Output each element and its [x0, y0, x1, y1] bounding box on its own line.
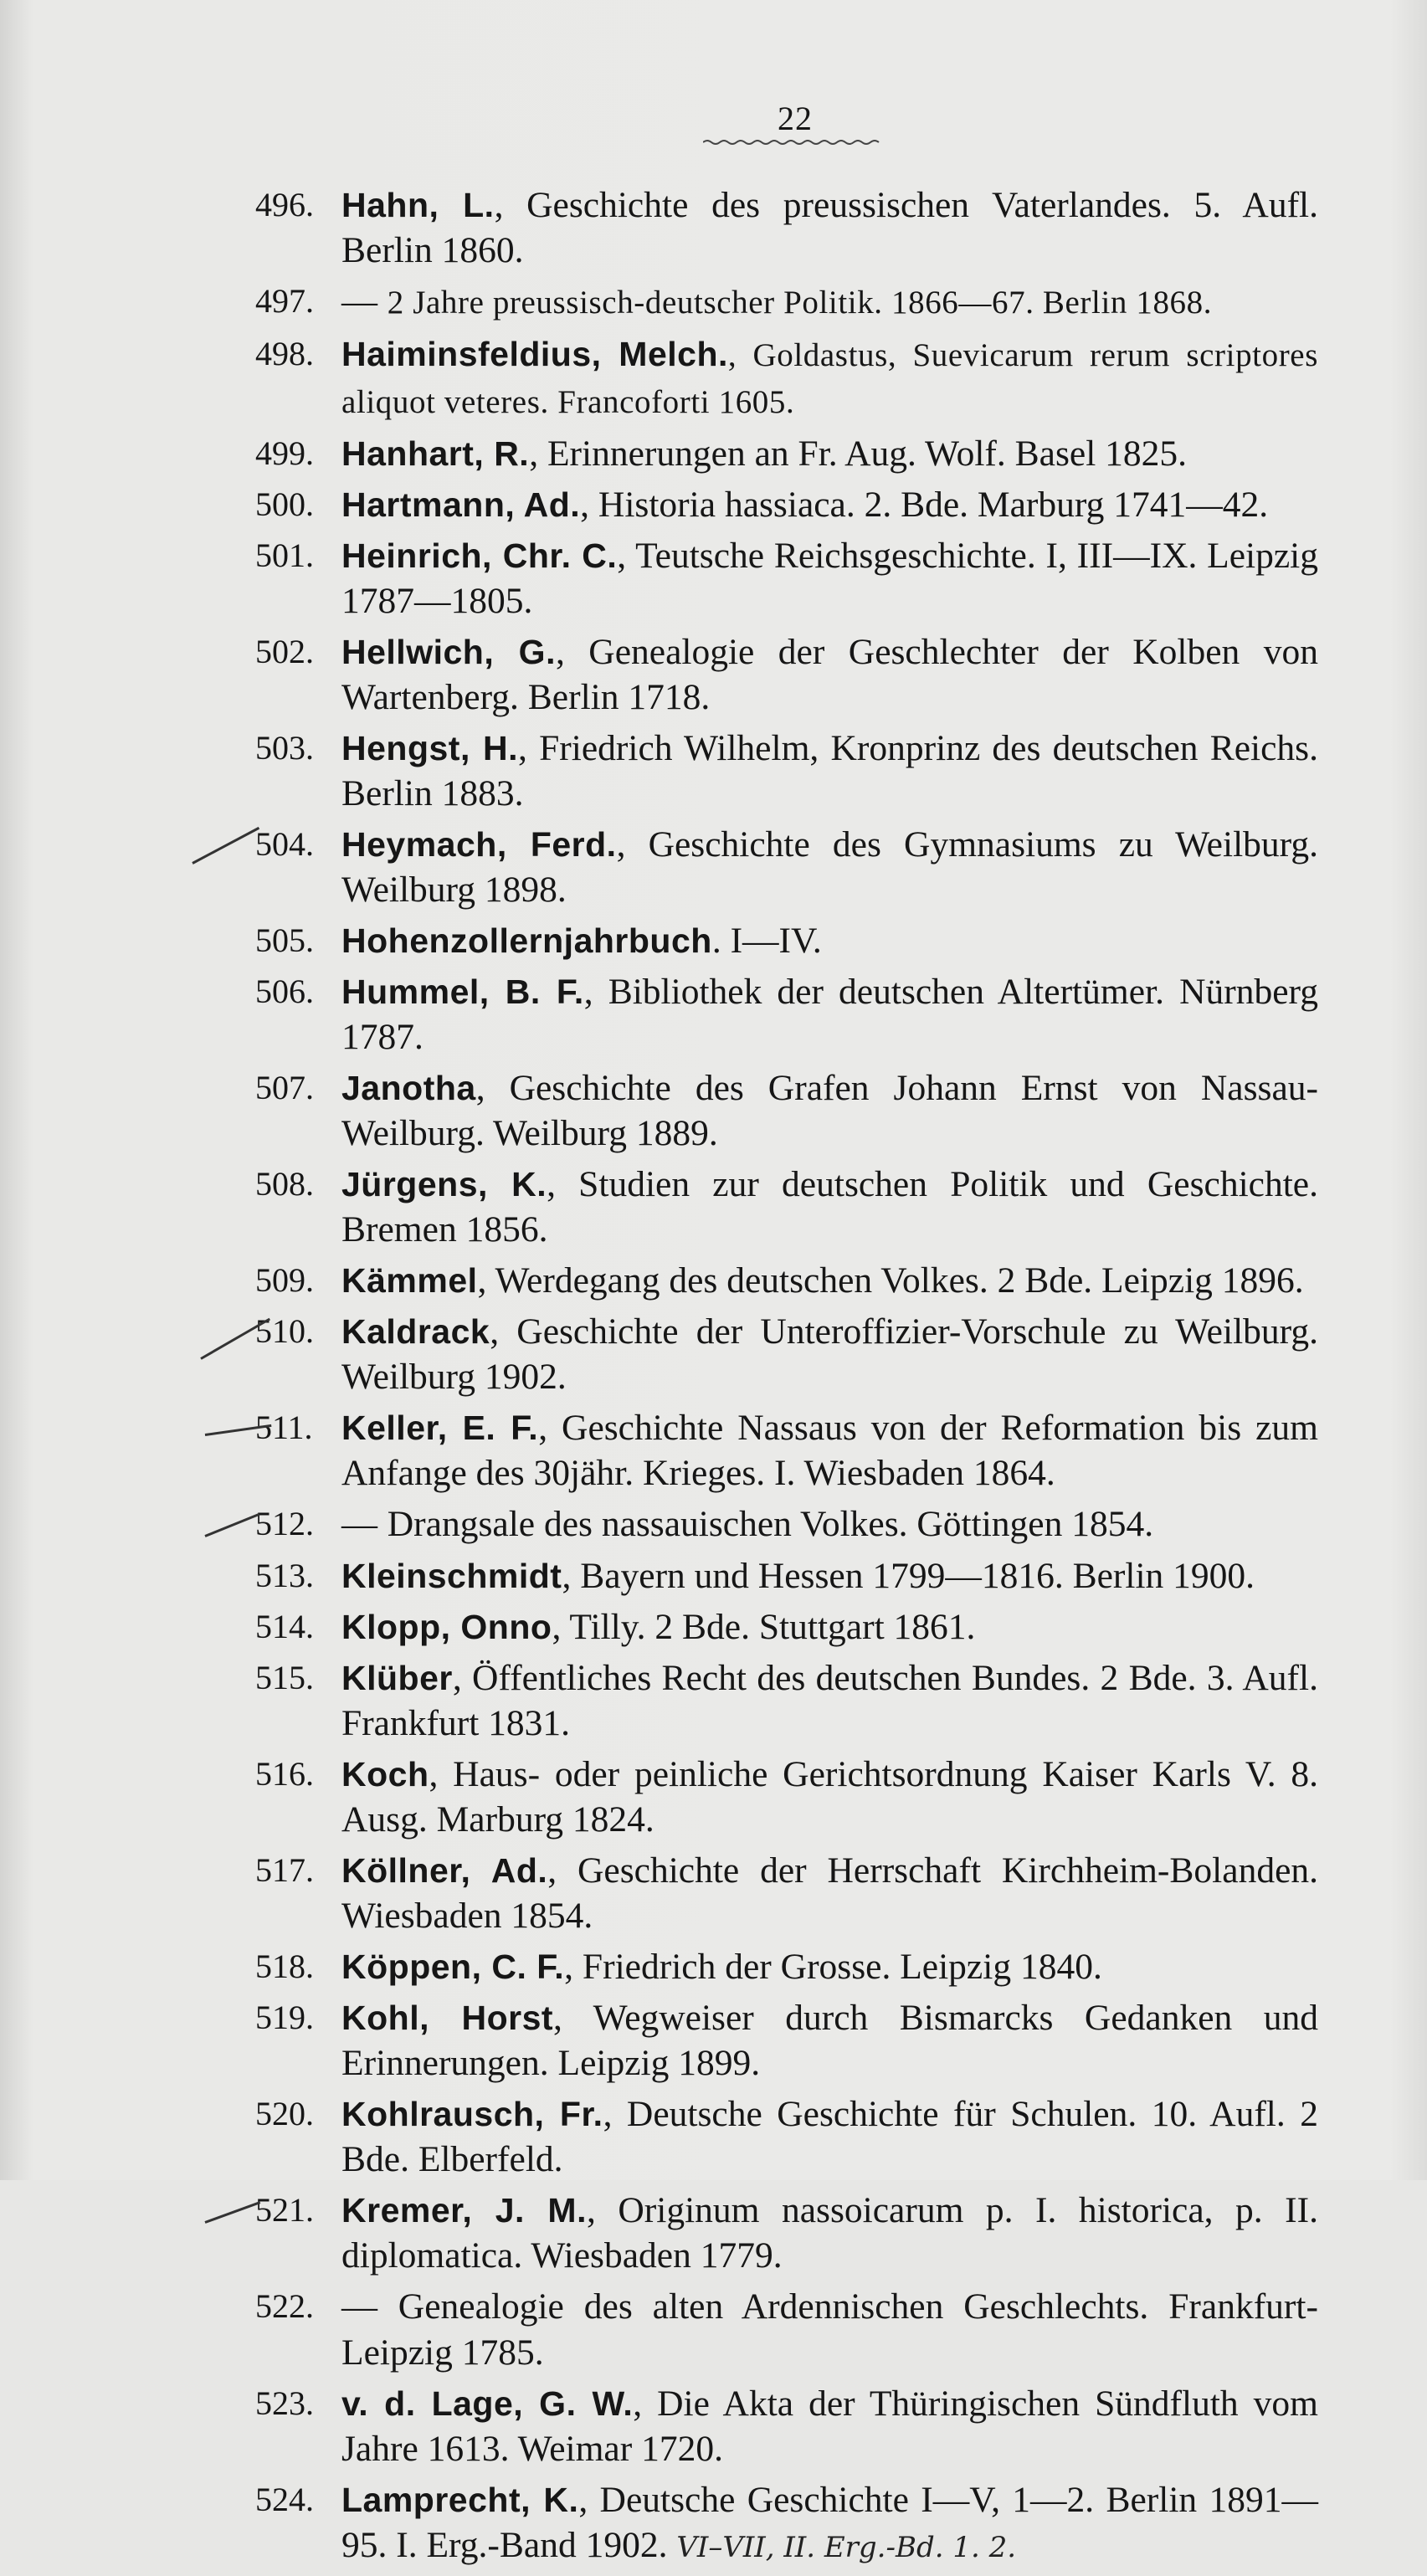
entry-517: [0, 1848, 1427, 1938]
entry-513: [0, 1553, 1427, 1598]
entry-author: Köppen, C. F.: [341, 1947, 565, 1986]
entry-number: 511.: [255, 1409, 313, 1446]
entry-523: [0, 2381, 1427, 2471]
entry-520: [0, 2091, 1427, 2182]
entry-details: , Originum nassoicarum p. I. historica, p. II. diplomatica. Wiesbaden 1779.: [341, 2190, 1318, 2276]
entry-number: 512.: [255, 1505, 314, 1542]
handwritten-note: VI–VII, II. Erg.-Bd. 1. 2.: [676, 2531, 1017, 2564]
entry-author: —: [341, 2287, 398, 2327]
entry-497: [0, 279, 1427, 326]
entry-519: [0, 1995, 1427, 2086]
entry-number: 500.: [255, 485, 314, 523]
entry-author: Keller, E. F.: [341, 1409, 539, 1447]
entry-518: [0, 1944, 1427, 1989]
page-number: 22: [778, 100, 813, 137]
entry-details: , Erinnerungen an Fr. Aug. Wolf. Basel 1825.: [529, 434, 1188, 474]
entry-author: Kohlrausch, Fr.: [341, 2095, 603, 2133]
entry-number: 504.: [255, 825, 314, 863]
pencil-tick-mark: [192, 827, 259, 865]
page-number-flourish: [703, 139, 880, 146]
entry-author: Heinrich, Chr. C.: [341, 536, 618, 575]
entry-details: , Tilly. 2 Bde. Stuttgart 1861.: [552, 1607, 976, 1647]
entry-author: Kremer, J. M.: [341, 2191, 587, 2230]
entry-author: Kämmel: [341, 1261, 478, 1300]
entry-number: 502.: [255, 633, 314, 670]
entry-author: Jürgens, K.: [341, 1165, 547, 1203]
entry-author: Janotha: [341, 1069, 476, 1107]
entry-details: , Geschichte der Herrschaft Kirchheim-Bolanden. Wiesbaden 1854.: [341, 1850, 1318, 1936]
entry-number: 501.: [255, 536, 314, 574]
entry-author: Hengst, H.: [341, 729, 519, 767]
entry-author: Lamprecht, K.: [341, 2481, 579, 2519]
entry-number: 518.: [255, 1947, 314, 1985]
entry-number: 496.: [255, 186, 314, 223]
entry-number: 507.: [255, 1069, 314, 1106]
entry-details: , Geschichte der Unteroffizier-Vorschule zu Weilburg. Weilburg 1902.: [341, 1311, 1318, 1397]
entry-details: , Werdegang des deutschen Volkes. 2 Bde. Leipzig 1896.: [477, 1260, 1304, 1301]
entry-507: [0, 1065, 1427, 1156]
entry-516: [0, 1752, 1427, 1842]
entry-number: 514.: [255, 1608, 314, 1645]
entry-509: [0, 1258, 1427, 1303]
entry-details: , Geschichte des Gymnasiums zu Weilburg. Weilburg 1898.: [341, 824, 1318, 910]
entry-499: [0, 431, 1427, 476]
entry-details: , Goldastus, Suevicarum rerum scriptores aliquot veteres. Francoforti 1605.: [341, 337, 1318, 420]
entry-details: , Geschichte des Grafen Johann Ernst von Nassau-Weilburg. Weilburg 1889.: [341, 1068, 1318, 1153]
entry-number: 506.: [255, 972, 314, 1010]
entry-number: 521.: [255, 2191, 314, 2229]
entry-number: 508.: [255, 1165, 314, 1203]
bibliography-list: [0, 182, 1427, 2576]
entry-details: , Deutsche Geschichte für Schulen. 10. Aufl. 2 Bde. Elberfeld.: [341, 2094, 1318, 2179]
entry-496: [0, 182, 1427, 273]
entry-number: 510.: [255, 1312, 314, 1350]
entry-details: Drangsale des nassauischen Volkes. Göttingen 1854.: [387, 1504, 1154, 1544]
entry-details: , Geschichte des preussischen Vaterlandes. 5. Aufl. Berlin 1860.: [341, 185, 1319, 270]
entry-details: , Genealogie der Geschlechter der Kolben von Wartenberg. Berlin 1718.: [341, 632, 1319, 717]
entry-498: [0, 331, 1427, 425]
entry-author: Koch: [341, 1755, 429, 1793]
entry-author: —: [341, 282, 388, 321]
entry-details: Genealogie des alten Ardennischen Geschlechts. Frankfurt-Leipzig 1785.: [341, 2286, 1318, 2373]
entry-number: 503.: [255, 729, 314, 767]
entry-number: 520.: [255, 2095, 314, 2132]
entry-details: , Die Akta der Thüringischen Sündfluth vom Jahre 1613. Weimar 1720.: [341, 2384, 1318, 2469]
entry-author: —: [341, 1505, 388, 1544]
entry-number: 505.: [255, 921, 314, 959]
entry-515: [0, 1655, 1427, 1746]
entry-author: Hohenzollernjahrbuch: [341, 921, 712, 960]
entry-details: , Bibliothek der deutschen Altertümer. Nürnberg 1787.: [341, 972, 1318, 1057]
entry-number: 517.: [255, 1851, 314, 1889]
entry-author: Hanhart, R.: [341, 434, 530, 473]
entry-number: 499.: [255, 434, 314, 472]
entry-number: 497.: [255, 282, 314, 320]
entry-number: 509.: [255, 1261, 314, 1299]
entry-author: Hartmann, Ad.: [341, 485, 581, 524]
entry-502: [0, 629, 1427, 720]
pencil-tick-mark: [204, 1513, 259, 1537]
entry-number: 513.: [255, 1557, 314, 1594]
entry-524: [0, 2477, 1427, 2570]
entry-details: , Friedrich der Grosse. Leipzig 1840.: [564, 1947, 1102, 1987]
entry-author: Köllner, Ad.: [341, 1851, 548, 1890]
entry-number: 524.: [255, 2481, 314, 2518]
entry-number: 523.: [255, 2384, 314, 2422]
entry-503: [0, 726, 1427, 816]
entry-author: Haiminsfeldius, Melch.: [341, 335, 728, 373]
entry-details: , Historia hassiaca. 2. Bde. Marburg 1741—42.: [580, 485, 1269, 525]
entry-514: [0, 1604, 1427, 1650]
entry-details: , Teutsche Reichsgeschichte. I, III—IX. Leipzig 1787—1805.: [341, 536, 1319, 621]
entry-author: Heymach, Ferd.: [341, 825, 617, 864]
entry-512: [0, 1501, 1427, 1547]
entry-author: Hummel, B. F.: [341, 972, 584, 1011]
entry-author: Klopp, Onno: [341, 1608, 552, 1646]
entry-522: [0, 2284, 1427, 2375]
entry-details: , Deutsche Geschichte I—V, 1—2. Berlin 1891—95. I. Erg.-Band 1902.: [341, 2480, 1318, 2565]
entry-author: Kleinschmidt: [341, 1557, 562, 1595]
entry-details: , Haus- oder peinliche Gerichtsordnung Kaiser Karls V. 8. Ausg. Marburg 1824.: [341, 1754, 1318, 1840]
entry-500: [0, 482, 1427, 527]
entry-details: , Studien zur deutschen Politik und Geschichte. Bremen 1856.: [341, 1164, 1318, 1250]
entry-511: [0, 1405, 1427, 1496]
entry-details: , Friedrich Wilhelm, Kronprinz des deutschen Reichs. Berlin 1883.: [341, 728, 1318, 813]
entry-author: v. d. Lage, G. W.: [341, 2384, 634, 2423]
entry-504: [0, 822, 1427, 912]
entry-details: 2 Jahre preussisch-deutscher Politik. 1866—67. Berlin 1868.: [387, 285, 1213, 321]
entry-details: , Bayern und Hessen 1799—1816. Berlin 1900.: [562, 1556, 1255, 1596]
entry-details: . I—IV.: [711, 921, 822, 961]
entry-501: [0, 533, 1427, 623]
entry-506: [0, 969, 1427, 1060]
entry-number: 522.: [255, 2287, 314, 2325]
entry-details: , Geschichte Nassaus von der Reformation bis zum Anfange des 30jähr. Krieges. I. Wiesbaden 1864.: [341, 1408, 1318, 1493]
entry-details: , Öffentliches Recht des deutschen Bundes. 2 Bde. 3. Aufl. Frankfurt 1831.: [341, 1658, 1318, 1743]
entry-author: Hahn, L.: [341, 186, 495, 224]
entry-number: 516.: [255, 1755, 314, 1793]
entry-number: 515.: [255, 1659, 314, 1696]
entry-author: Kaldrack: [341, 1312, 490, 1351]
entry-505: [0, 918, 1427, 963]
entry-author: Hellwich, G.: [341, 633, 556, 671]
entry-author: Kohl, Horst: [341, 1999, 554, 2037]
entry-number: 519.: [255, 1999, 314, 2036]
entry-author: Klüber: [341, 1659, 453, 1697]
pencil-tick-mark: [204, 2201, 260, 2224]
entry-number: 498.: [255, 335, 314, 372]
entry-521: [0, 2188, 1427, 2278]
entry-508: [0, 1162, 1427, 1252]
entry-510: [0, 1309, 1427, 1399]
entry-details: , Wegweiser durch Bismarcks Gedanken und Erinnerungen. Leipzig 1899.: [341, 1998, 1318, 2083]
